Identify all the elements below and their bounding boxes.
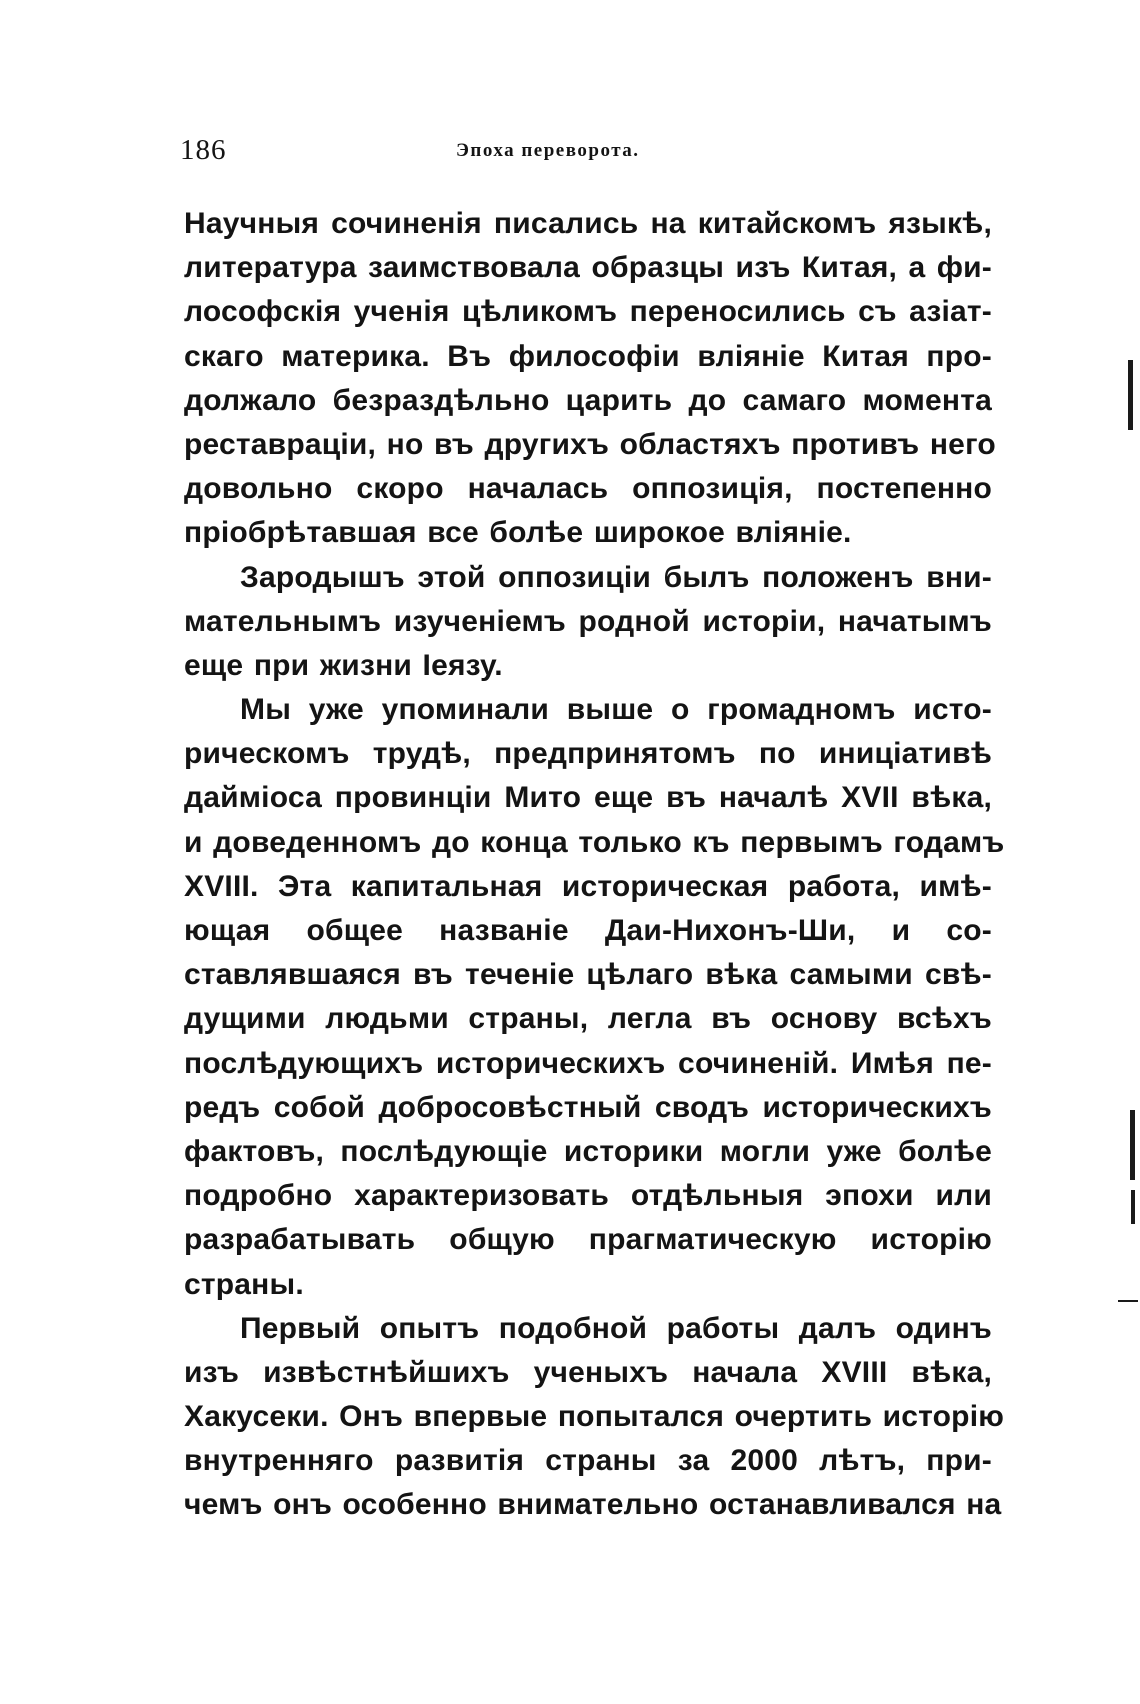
paragraph-4: [184, 1307, 1005, 1528]
text-line: разрабатывать общую прагматическую исторію: [184, 1223, 992, 1257]
body-text: [184, 202, 1005, 1528]
text-line: подробно характеризовать отдѣльныя эпохи или: [184, 1179, 992, 1213]
text-line: внутренняго развитія страны за 2000 лѣтъ, при-: [184, 1444, 992, 1478]
text-line: должало безраздѣльно царить до самаго момента: [184, 383, 992, 417]
text-line: изъ извѣстнѣйшихъ ученыхъ начала XVIII вѣка,: [184, 1355, 992, 1389]
text-line: послѣдующихъ историческихъ сочиненій. Имѣя пе-: [184, 1046, 992, 1080]
text-line: дущими людьми страны, легла въ основу всѣхъ: [184, 1002, 992, 1036]
paragraph-3: [184, 688, 1005, 1307]
scan-artifact: [1131, 1190, 1135, 1224]
text-line: реставраціи, но въ другихъ областяхъ противъ него: [184, 427, 996, 461]
text-line: Зародышъ этой оппозиціи былъ положенъ вни-: [240, 560, 992, 594]
text-line: Научныя сочиненія писались на китайскомъ языкѣ,: [184, 207, 992, 240]
text-line: ющая общее названіе Даи-Нихонъ-Ши, и со-: [184, 914, 992, 947]
text-line: еще при жизни Іеязу.: [184, 648, 503, 682]
page-number: 186: [180, 134, 227, 166]
text-line: пріобрѣтавшая все болѣе широкое вліяніе.: [184, 516, 852, 550]
text-line: довольно скоро началась оппозиція, постепенно: [184, 472, 992, 506]
text-line: Мы уже упоминали выше о громадномъ исто-: [240, 693, 992, 727]
running-title: Эпоха переворота.: [456, 140, 640, 161]
scan-artifact: [1128, 360, 1133, 430]
text-line: чемъ онъ особенно внимательно останавливался на: [184, 1488, 1002, 1522]
text-line: Хакусеки. Онъ впервые попытался очертить исторію: [184, 1400, 1005, 1434]
paragraph-1: [184, 202, 996, 556]
text-line: скаго материка. Въ философіи вліяніе Китая про-: [184, 339, 992, 373]
paragraph-2: [184, 556, 992, 689]
text-line: рическомъ трудѣ, предпринятомъ по иниціативѣ: [184, 737, 992, 771]
text-line: мательнымъ изученіемъ родной исторіи, начатымъ: [184, 604, 992, 638]
text-line: страны.: [184, 1267, 304, 1301]
text-line: фактовъ, послѣдующіе историки могли уже болѣе: [184, 1134, 992, 1168]
text-line: XVIII. Эта капитальная историческая работа, имѣ-: [184, 869, 992, 903]
text-line: Первый опытъ подобной работы далъ одинъ: [240, 1311, 992, 1345]
text-line: ставлявшаяся въ теченіе цѣлаго вѣка самыми свѣ-: [184, 958, 992, 992]
text-line: лософскія ученія цѣликомъ переносились съ азіат-: [184, 295, 992, 329]
scan-artifact: [1130, 1110, 1135, 1180]
text-line: и доведенномъ до конца только къ первымъ годамъ: [184, 825, 1005, 859]
text-line: литература заимствовала образцы изъ Китая, а фи-: [184, 251, 992, 285]
text-line: дайміоса провинціи Мито еще въ началѣ XVII вѣка,: [184, 781, 992, 815]
page-header: [176, 134, 992, 174]
text-line: редъ собой добросовѣстный сводъ историческихъ: [184, 1090, 992, 1124]
scan-artifact: [1118, 1300, 1138, 1302]
